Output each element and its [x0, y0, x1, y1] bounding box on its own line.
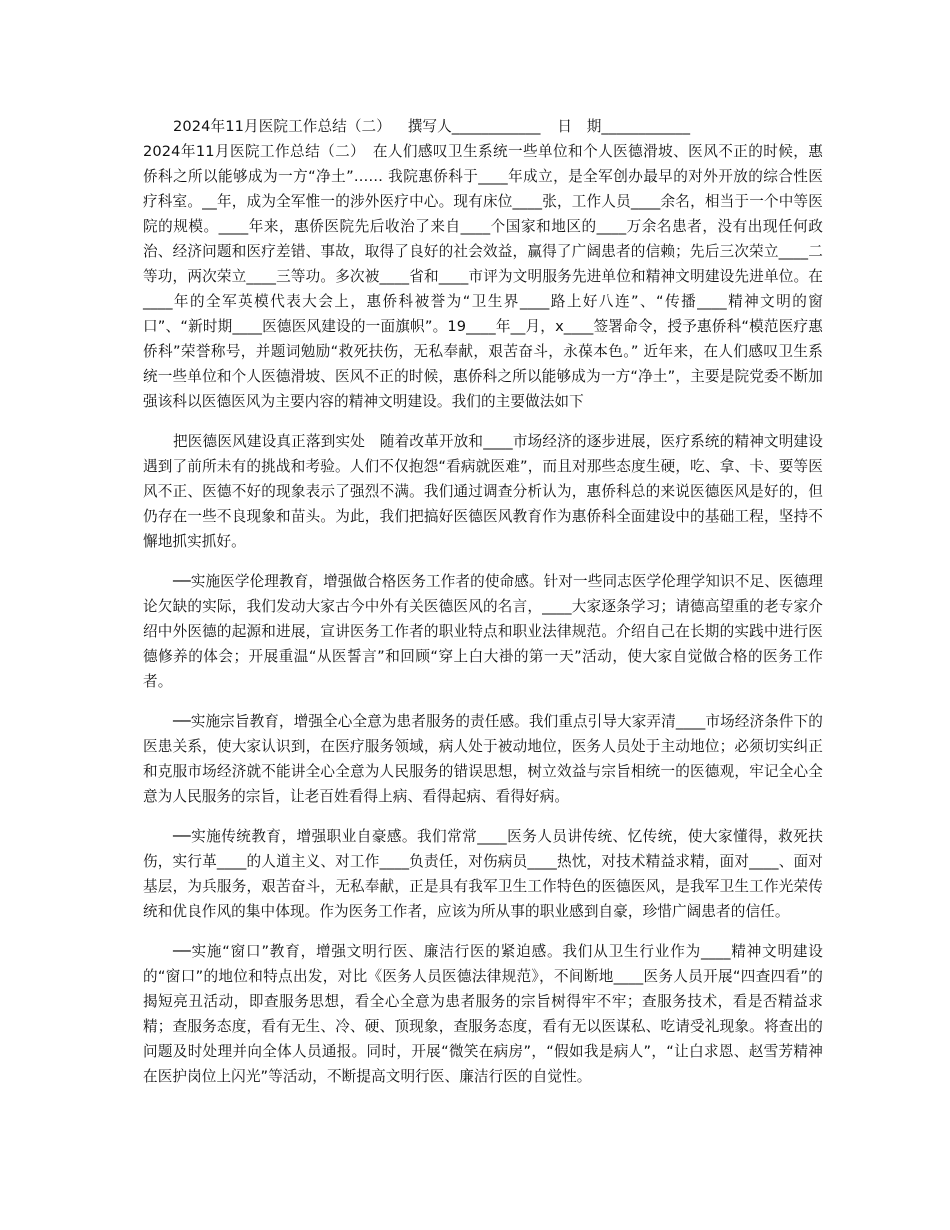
- document-title: 2024年11月医院工作总结（二）: [173, 118, 391, 135]
- writer-blank: ____________: [451, 118, 541, 135]
- document-page: [143, 114, 823, 1089]
- tradition-education-paragraph: ──实施传统教育，增强职业自豪感。我们常常____医务人员讲传统、忆传统，使大家懂得，救死扶伤，实行革____的人道主义、对工作____负责任，对伤病员____热忱，对技术精益求精，面对____、面对基层，为兵服务，艰苦奋斗，无私奉献，正是具有我军卫生工作特色的医德医风，是我军卫生工作光荣传统和优良作风的集中体现。作为医务工作者，应该为所从事的职业感到自豪，珍惜广阔患者的信任。: [143, 828, 823, 920]
- ethics-education-paragraph: ──实施医学伦理教育，增强做合格医务工作者的使命感。针对一些同志医学伦理学知识不足、医德理论欠缺的实际，我们发动大家古今中外有关医德医风的名言，____大家逐条学习；请德高望重的老专家介绍中外医德的起源和进展，宣讲医务工作者的职业特点和职业法律规范。介绍自己在长期的实践中进行医德修养的体会；开展重温“从医誓言”和回顾“穿上白大褂的第一天”活动，使大家自觉做合格的医务工作者。: [143, 573, 823, 690]
- date-label: 日 期: [557, 118, 602, 135]
- date-blank: ____________: [601, 118, 691, 135]
- document-header: [143, 114, 823, 139]
- window-education-paragraph: ──实施“窗口”教育，增强文明行医、廉洁行医的紧迫感。我们从卫生行业作为____精神文明建设的“窗口”的地位和特点出发，对比《医务人员医德法律规范》，不间断地____医务人员开展“四查四看”的揭短亮丑活动，即查服务思想，看全心全意为患者服务的宗旨树得牢不牢；查服务技术，看是否精益求精；查服务态度，看有无生、冷、硬、顶现象，查服务态度，看有无以医谋私、吃请受礼现象。将查出的问题及时处理并向全体人员通报。同时，开展“微笑在病房”，“假如我是病人”，“让白求恩、赵雪芳精神在医护岗位上闪光”等活动，不断提高文明行医、廉洁行医的自觉性。: [143, 943, 823, 1085]
- section-paragraph: 把医德医风建设真正落到实处 随着改革开放和____市场经济的逐步进展，医疗系统的精神文明建设遇到了前所未有的挑战和考验。人们不仅抱怨“看病就医难”，而且对那些态度生硬，吃、拿、卡、要等医风不正、医德不好的现象表示了强烈不满。我们通过调查分析认为，惠侨科总的来说医德医风是好的，但仍存在一些不良现象和苗头。为此，我们把搞好医德医风教育作为惠侨科全面建设中的基础工程，坚持不懈地抓实抓好。: [143, 433, 823, 550]
- purpose-education-paragraph: ──实施宗旨教育，增强全心全意为患者服务的责任感。我们重点引导大家弄清____市场经济条件下的医患关系，使大家认识到，在医疗服务领域，病人处于被动地位，医务人员处于主动地位；必须切实纠正和克服市场经济就不能讲全心全意为人民服务的错误思想，树立效益与宗旨相统一的医德观，牢记全心全意为人民服务的宗旨，让老百姓看得上病、看得起病、看得好病。: [143, 713, 823, 805]
- writer-label: 撰写人: [407, 118, 452, 135]
- intro-paragraph: 2024年11月医院工作总结（二） 在人们感叹卫生系统一些单位和个人医德滑坡、医风不正的时候，惠侨科之所以能够成为一方“净土”…… 我院惠侨科于____年成立，是全军创办最早的对外开放的综合性医疗科室。__年，成为全军惟一的涉外医疗中心。现有床位____张，工作人员____余名，相当于一个中等医院的规模。____年来，惠侨医院先后收治了来自____个国家和地区的____万余名患者，没有出现任何政治、经济问题和医疗差错、事故，取得了良好的社会效益，赢得了广阔患者的信赖；先后三次荣立____二等功，两次荣立____三等功。多次被____省和____市评为文明服务先进单位和精神文明建设先进单位。在____年的全军英模代表大会上，惠侨科被誉为“卫生界____路上好八连”、“传播____精神文明的窗口”、“新时期____医德医风建设的一面旗帜”。19____年__月，x____签署命令，授予惠侨科“模范医疗惠侨科”荣誉称号，并题词勉励“救死扶伤，无私奉献，艰苦奋斗，永葆本色。” 近年来，在人们感叹卫生系统一些单位和个人医德滑坡、医风不正的时候，惠侨科之所以能够成为一方“净土”，主要是院党委不断加强该科以医德医风为主要内容的精神文明建设。我们的主要做法如下: [143, 143, 823, 410]
